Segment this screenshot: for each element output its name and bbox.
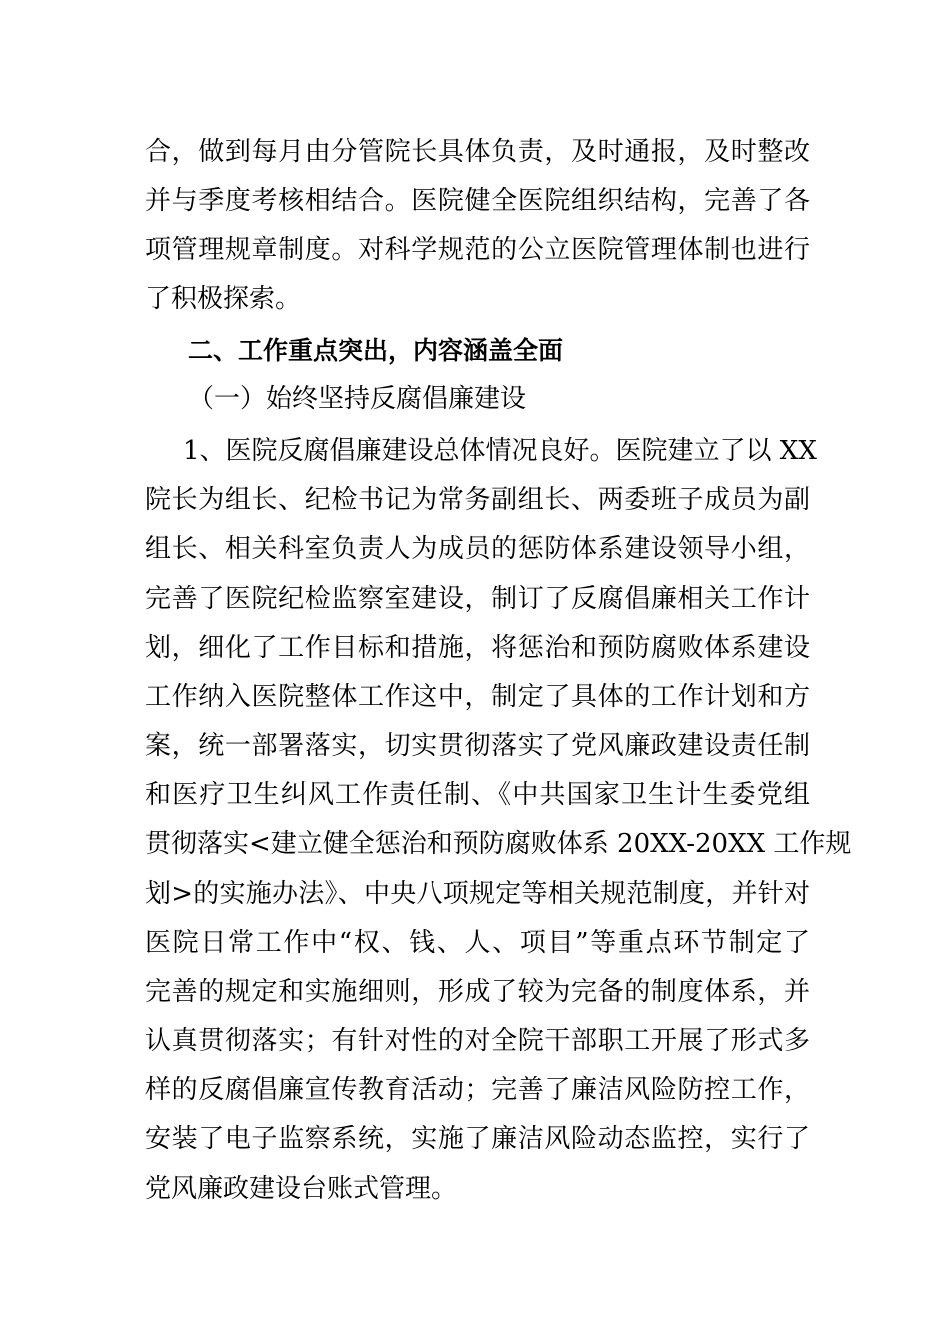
paragraph-line: 医院日常工作中“权、钱、人、项目”等重点环节制定了 [145, 928, 810, 958]
paragraph-line: 院长为组长、纪检书记为常务副组长、两委班子成员为副 [145, 485, 810, 515]
paragraph-line: 贯彻落实<建立健全惩治和预防腐败体系 20XX-20XX 工作规 [145, 829, 852, 859]
subsection-heading: （一）始终坚持反腐倡廉建设 [188, 384, 527, 414]
paragraph-line: 了积极探索。 [145, 284, 302, 314]
paragraph-line: 项管理规章制度。对科学规范的公立医院管理体制也进行 [145, 235, 810, 265]
paragraph-line: 划>的实施办法》、中央八项规定等相关规范制度，并针对 [145, 879, 810, 909]
paragraph-line: 1、医院反腐倡廉建设总体情况良好。医院建立了以 XX [183, 436, 817, 466]
paragraph-line: 认真贯彻落实；有针对性的对全院干部职工开展了形式多 [145, 1026, 810, 1056]
paragraph-line: 工作纳入医院整体工作这中，制定了具体的工作计划和方 [145, 682, 810, 712]
paragraph-line: 组长、相关科室负责人为成员的惩防体系建设领导小组， [145, 534, 810, 564]
paragraph-line: 案，统一部署落实，切实贯彻落实了党风廉政建设责任制 [145, 731, 810, 761]
paragraph-line: 完善的规定和实施细则，形成了较为完备的制度体系，并 [145, 977, 810, 1007]
paragraph-line: 安装了电子监察系统，实施了廉洁风险动态监控，实行了 [145, 1124, 810, 1154]
paragraph-line: 并与季度考核相结合。医院健全医院组织结构，完善了各 [145, 186, 810, 216]
paragraph-line: 和医疗卫生纠风工作责任制、《中共国家卫生计生委党组 [145, 780, 810, 810]
section-heading: 二、工作重点突出，内容涵盖全面 [188, 336, 564, 365]
paragraph-line: 样的反腐倡廉宣传教育活动；完善了廉洁风险防控工作， [145, 1075, 810, 1105]
paragraph-line: 完善了医院纪检监察室建设，制订了反腐倡廉相关工作计 [145, 584, 810, 614]
paragraph-line: 合，做到每月由分管院长具体负责，及时通报，及时整改 [145, 137, 810, 167]
paragraph-line: 划，细化了工作目标和措施，将惩治和预防腐败体系建设 [145, 633, 810, 663]
paragraph-line: 党风廉政建设台账式管理。 [145, 1174, 458, 1204]
